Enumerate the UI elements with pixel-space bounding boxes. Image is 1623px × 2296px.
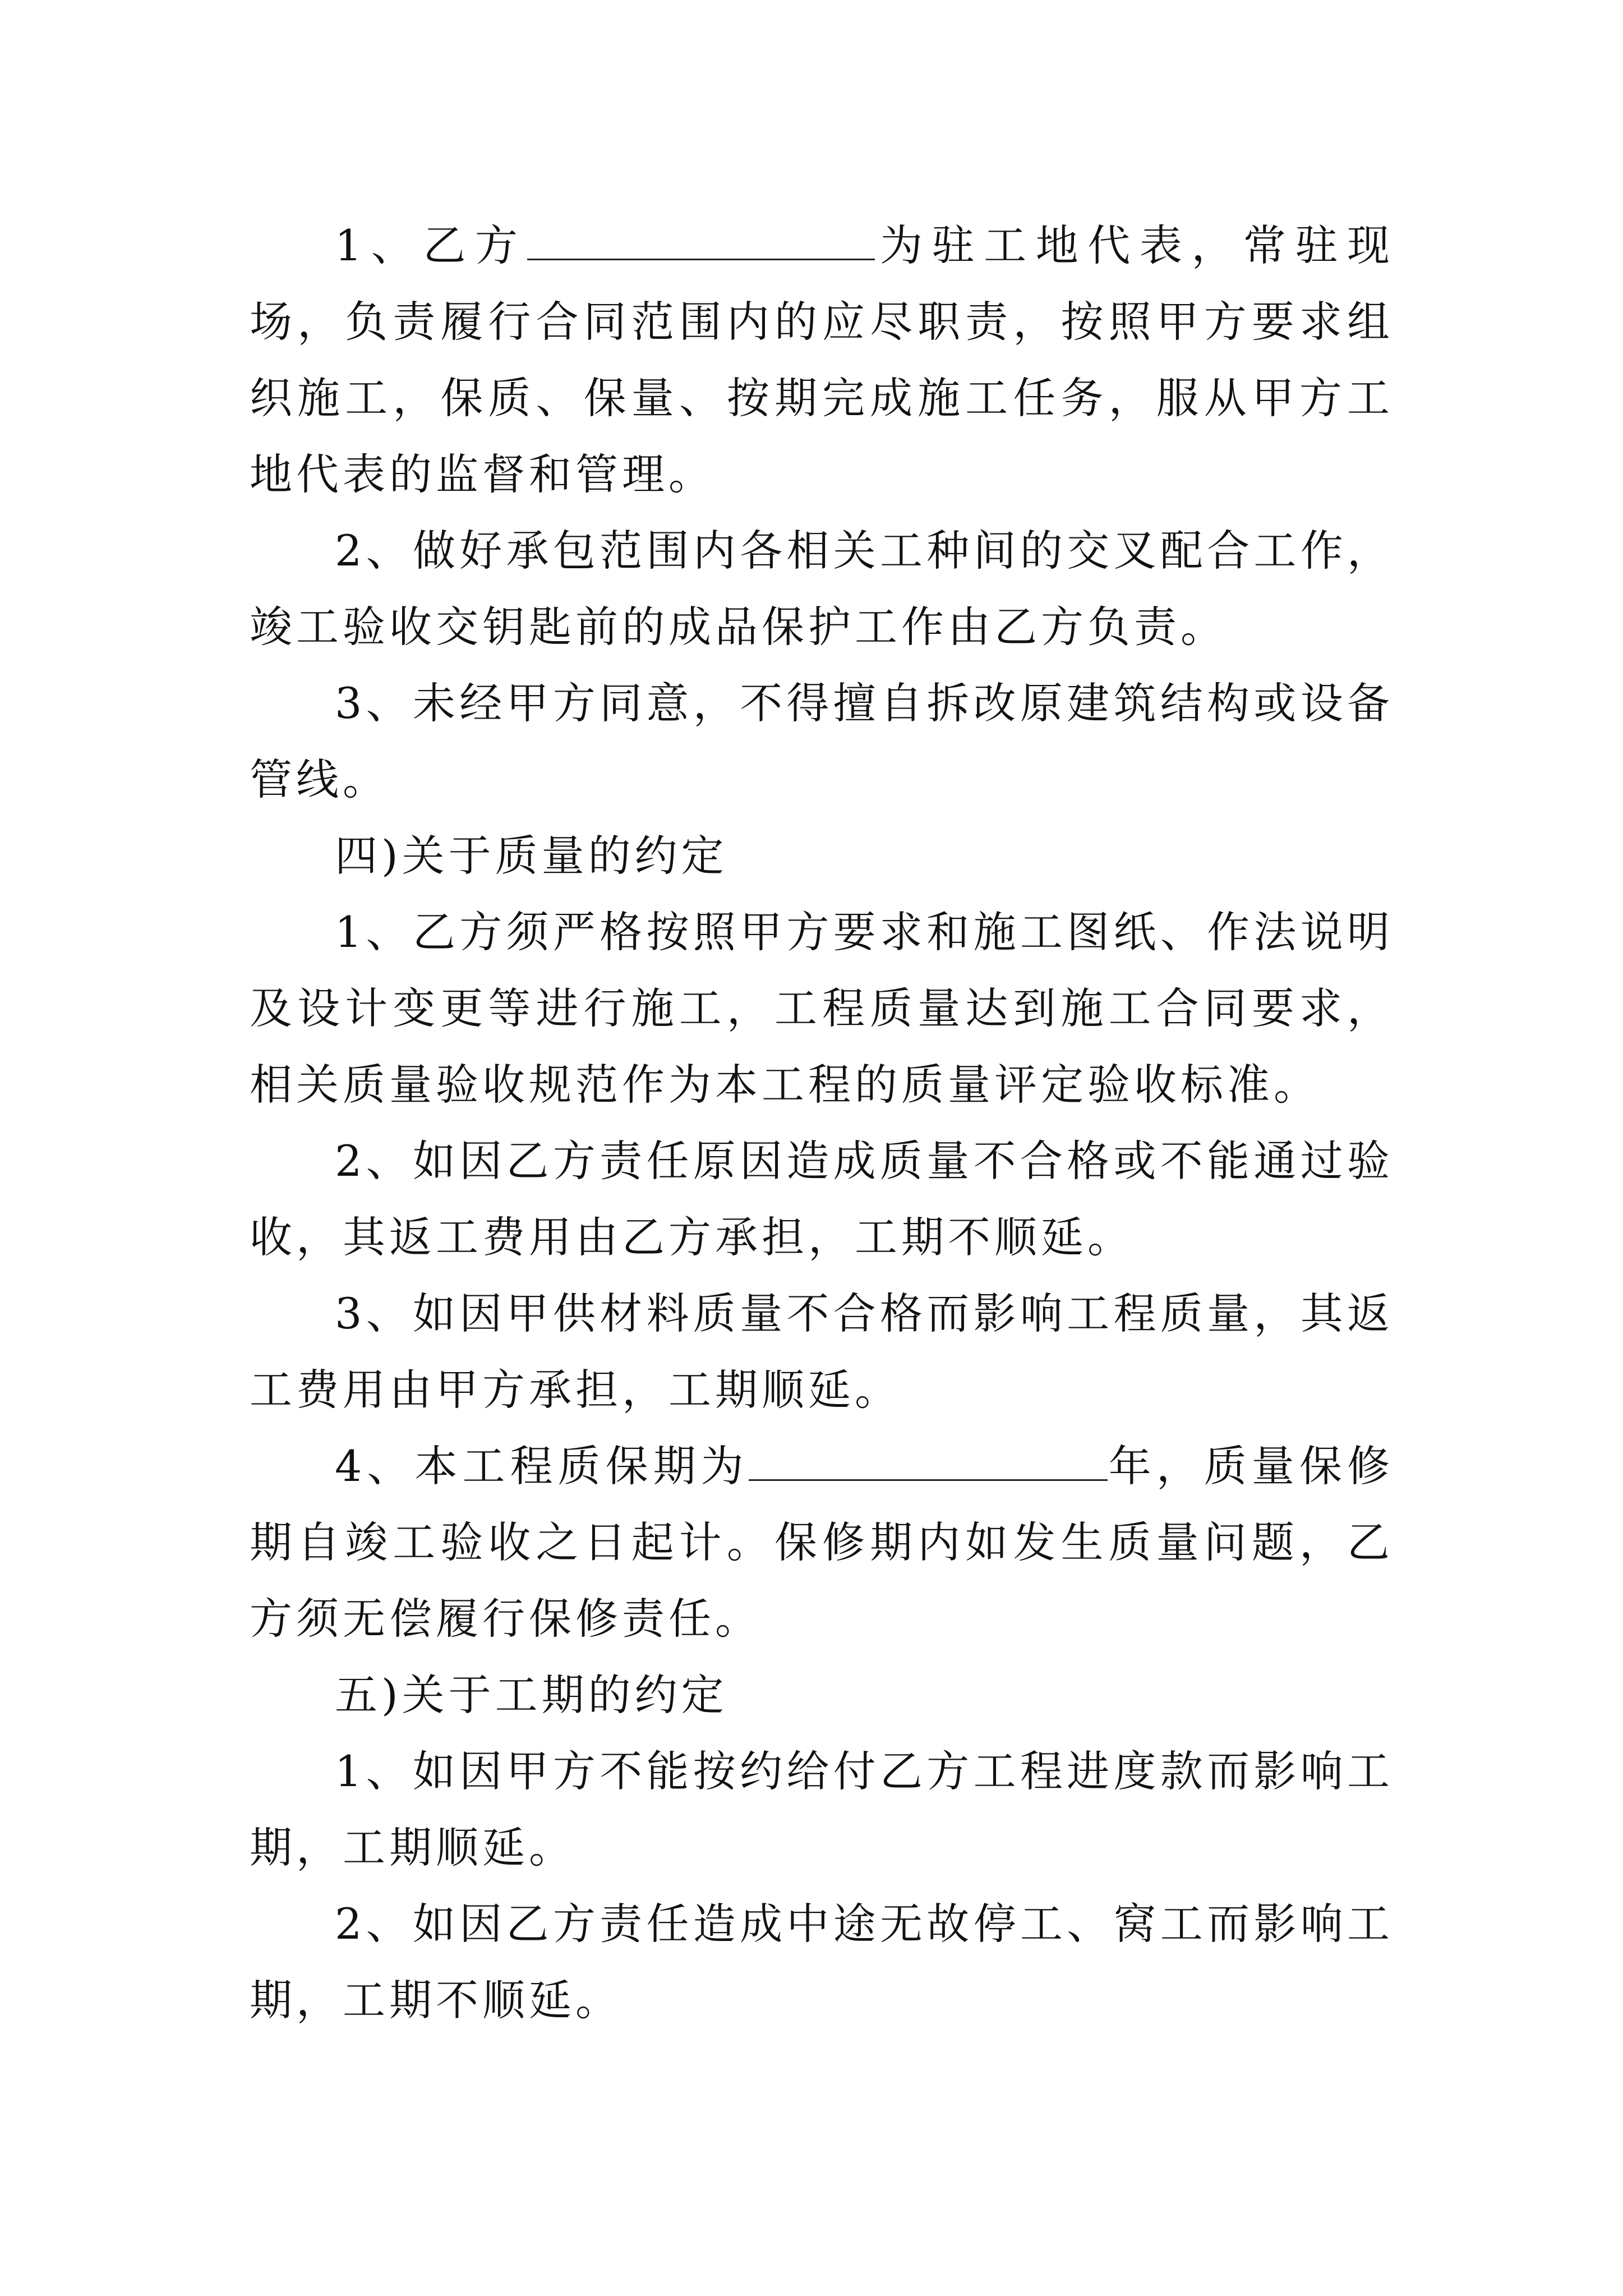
paragraph-text: 4、本工程质保期为 (335, 1441, 749, 1491)
paragraph-schedule-contractor-delay: 2、如因乙方责任造成中途无故停工、窝工而影响工期，工期不顺延。 (250, 1899, 1394, 2025)
paragraph-rework-owner: 3、如因甲供材料质量不合格而影响工程质量，其返工费用由甲方承担，工期顺延。 (250, 1289, 1394, 1415)
paragraph-warranty-period (250, 1428, 1394, 1657)
paragraph-coordination: 2、做好承包范围内各相关工种间的交叉配合工作，竣工验收交钥匙前的成品保护工作由乙方负责。 (250, 526, 1394, 652)
paragraph-no-alteration: 3、未经甲方同意，不得擅自拆改原建筑结构或设备管线。 (250, 678, 1394, 804)
paragraph-rework-contractor: 2、如因乙方责任原因造成质量不合格或不能通过验收，其返工费用由乙方承担，工期不顺延。 (250, 1136, 1394, 1262)
section-heading-schedule: 五)关于工期的约定 (335, 1670, 728, 1720)
section-heading-quality: 四)关于质量的约定 (335, 831, 728, 881)
paragraph-quality-standard: 1、乙方须严格按照甲方要求和施工图纸、作法说明及设计变更等进行施工，工程质量达到施工合同要求，相关质量验收规范作为本工程的质量评定验收标准。 (250, 907, 1394, 1110)
paragraph-text: 年，质量保修期自竣工验收之日起计。保修期内如发生质量问题，乙方须无偿履行保修责任。 (250, 1441, 1394, 1644)
paragraph-schedule-owner-payment: 1、如因甲方不能按约给付乙方工程进度款而影响工期，工期顺延。 (250, 1746, 1394, 1872)
paragraph-text: 1、乙方 (335, 220, 527, 270)
paragraph-site-representative (250, 208, 1394, 513)
paragraph-text: 为驻工地代表，常驻现场，负责履行合同范围内的应尽职责，按照甲方要求组织施工，保质、保量、按期完成施工任务，服从甲方工地代表的监督和管理。 (250, 220, 1394, 499)
warranty-years-blank[interactable] (749, 1447, 1108, 1481)
representative-name-blank[interactable] (527, 226, 875, 260)
document-body (250, 208, 1394, 2039)
